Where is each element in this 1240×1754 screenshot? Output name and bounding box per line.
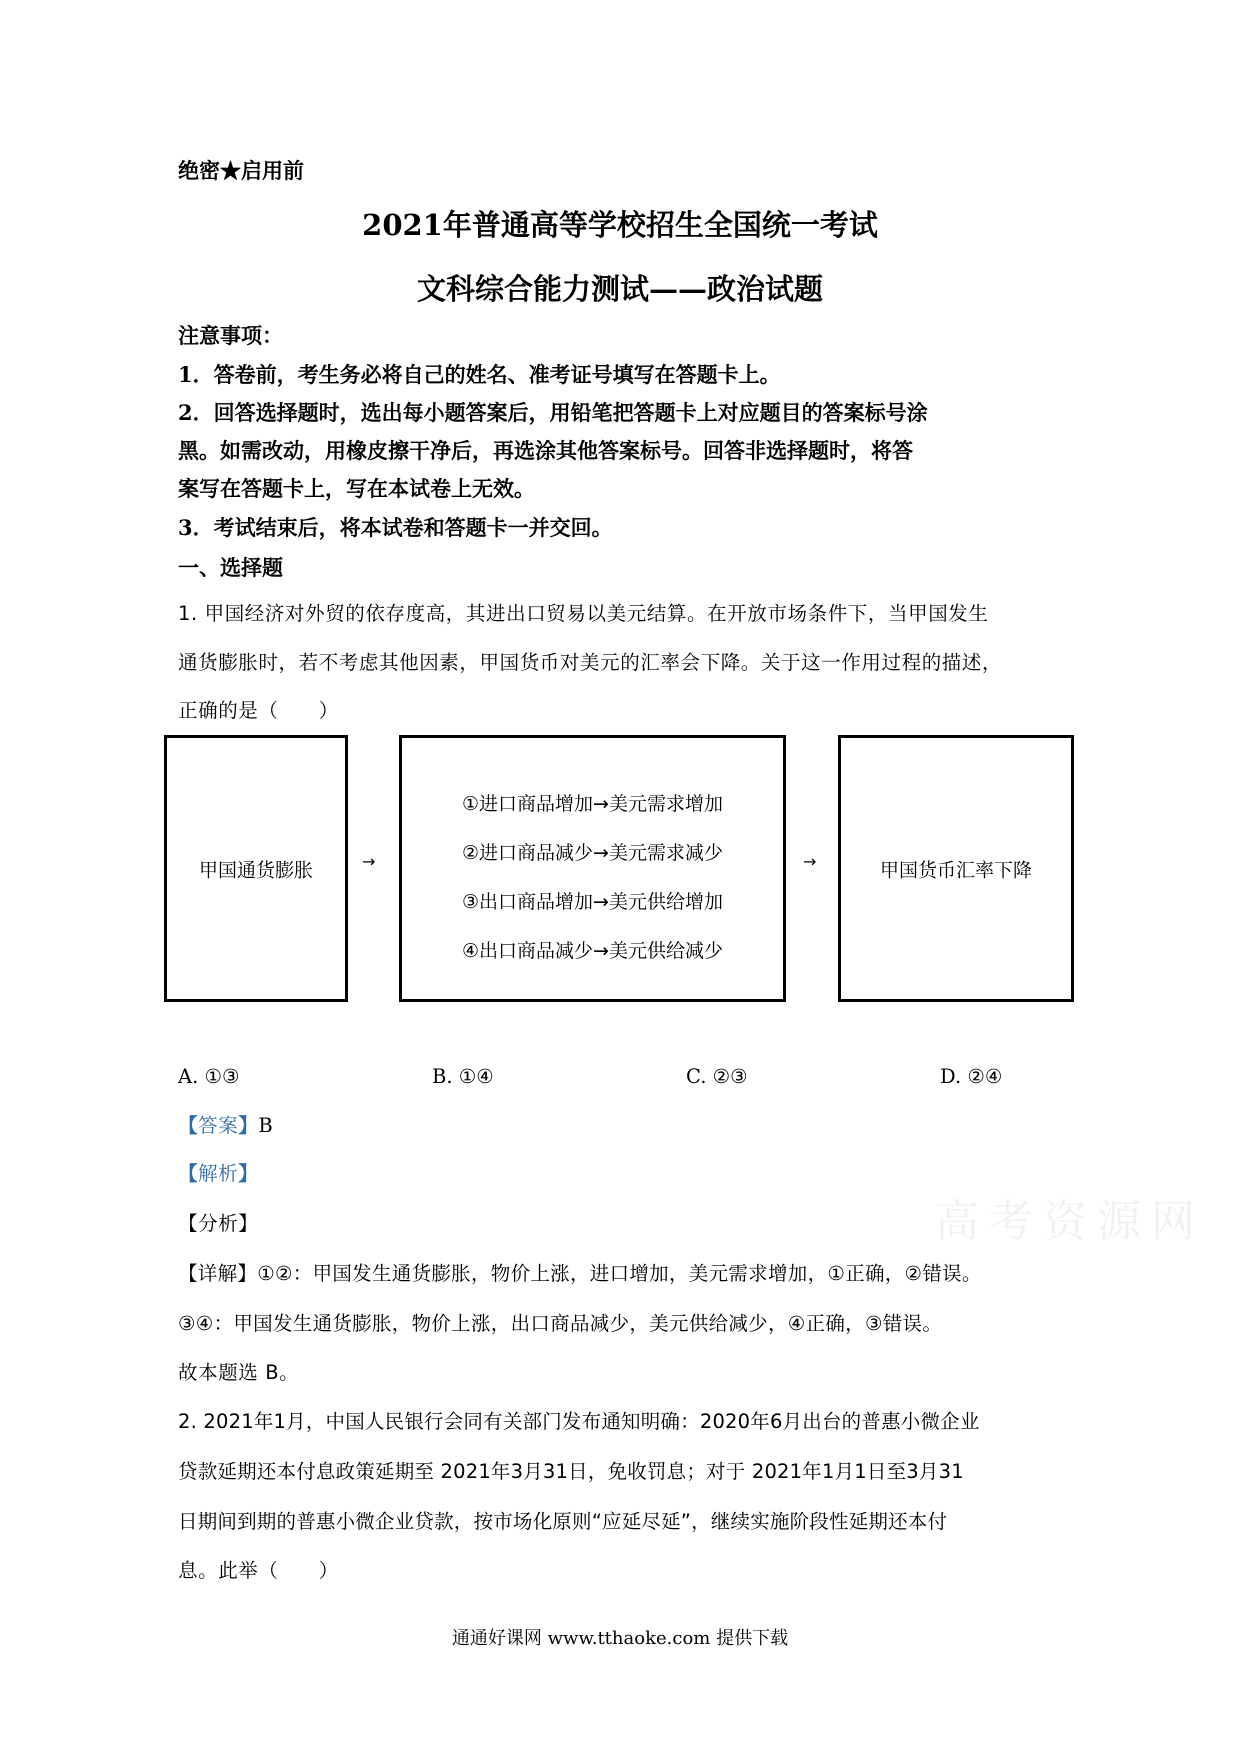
bracket-left-icon: 【 <box>178 1114 199 1137</box>
notice-item: 3．考试结束后，将本试卷和答题卡一并交回。 <box>178 515 613 540</box>
process-item: ②进口商品减少→美元需求减少 <box>462 842 723 864</box>
footer-source: 通通好课网 www.tthaoke.com 提供下载 <box>451 1628 789 1649</box>
option-b[interactable]: B. ①④ <box>432 1065 494 1088</box>
diagram-box-process <box>399 735 786 1002</box>
notice-item: 1．答卷前，考生务必将自己的姓名、准考证号填写在答题卡上。 <box>178 362 781 387</box>
option-a[interactable]: A. ①③ <box>178 1065 240 1088</box>
process-item: ①进口商品增加→美元需求增加 <box>462 793 723 815</box>
secret-mark: 绝密★启用前 <box>178 158 304 183</box>
diagram-result-label: 甲国货币汇率下降 <box>879 859 1032 881</box>
watermark: 高考资源网 <box>935 1196 1205 1247</box>
process-item: ④出口商品减少→美元供给减少 <box>462 940 723 962</box>
exam-title: 2021年普通高等学校招生全国统一考试 <box>362 208 878 242</box>
notice-item: 案写在答题卡上，写在本试卷上无效。 <box>178 476 535 501</box>
question-text: 息。此举（ ） <box>178 1559 339 1582</box>
bracket-right-icon: 】 <box>238 1162 259 1185</box>
question-text: 1. 甲国经济对外贸的依存度高，其进出口贸易以美元结算。在开放市场条件下，当甲国发生 <box>178 602 989 625</box>
analysis-line <box>178 1158 258 1186</box>
detail-text: 【详解】①②：甲国发生通货膨胀，物价上涨，进口增加，美元需求增加，①正确，②错误。 <box>178 1262 982 1285</box>
answer-line <box>178 1110 273 1138</box>
question-text: 正确的是（ ） <box>178 699 339 722</box>
question-text: 贷款延期还本付息政策延期至 2021年3月31日，免收罚息；对于 2021年1月1日至3月31 <box>178 1460 964 1483</box>
detail-text: 故本题选 B。 <box>178 1361 300 1384</box>
answer-value: B <box>258 1114 274 1137</box>
notice-item: 黑。如需改动，用橡皮擦干净后，再选涂其他答案标号。回答非选择题时，将答 <box>178 438 913 463</box>
option-d[interactable]: D. ②④ <box>940 1065 1003 1088</box>
arrow-right-icon: → <box>362 852 376 871</box>
detail-text: ③④：甲国发生通货膨胀，物价上涨，出口商品减少，美元供给减少，④正确，③错误。 <box>178 1312 943 1335</box>
exam-subtitle: 文科综合能力测试——政治试题 <box>416 272 823 306</box>
section-heading: 一、选择题 <box>178 555 283 580</box>
process-item: ③出口商品增加→美元供给增加 <box>462 891 723 913</box>
answer-tag: 答案 <box>198 1114 239 1137</box>
diagram-cause-label: 甲国通货膨胀 <box>198 859 313 881</box>
question-text: 日期间到期的普惠小微企业贷款，按市场化原则“应延尽延”，继续实施阶段性延期还本付 <box>178 1510 948 1533</box>
bracket-right-icon: 】 <box>238 1114 259 1137</box>
question-text: 通货膨胀时，若不考虑其他因素，甲国货币对美元的汇率会下降。关于这一作用过程的描述， <box>178 651 1003 674</box>
arrow-right-icon: → <box>803 852 817 871</box>
option-c[interactable]: C. ②③ <box>686 1065 748 1088</box>
fenxi-label: 【分析】 <box>178 1212 259 1235</box>
notice-item: 2．回答选择题时，选出每小题答案后，用铅笔把答题卡上对应题目的答案标号涂 <box>178 400 928 425</box>
diagram-box-result <box>838 735 1074 1002</box>
analysis-tag: 解析 <box>198 1162 239 1185</box>
question-text: 2. 2021年1月，中国人民银行会同有关部门发布通知明确：2020年6月出台的普惠小微企业 <box>178 1410 980 1433</box>
bracket-left-icon: 【 <box>178 1162 199 1185</box>
notice-heading: 注意事项： <box>178 323 283 348</box>
diagram-box-cause <box>164 735 348 1002</box>
